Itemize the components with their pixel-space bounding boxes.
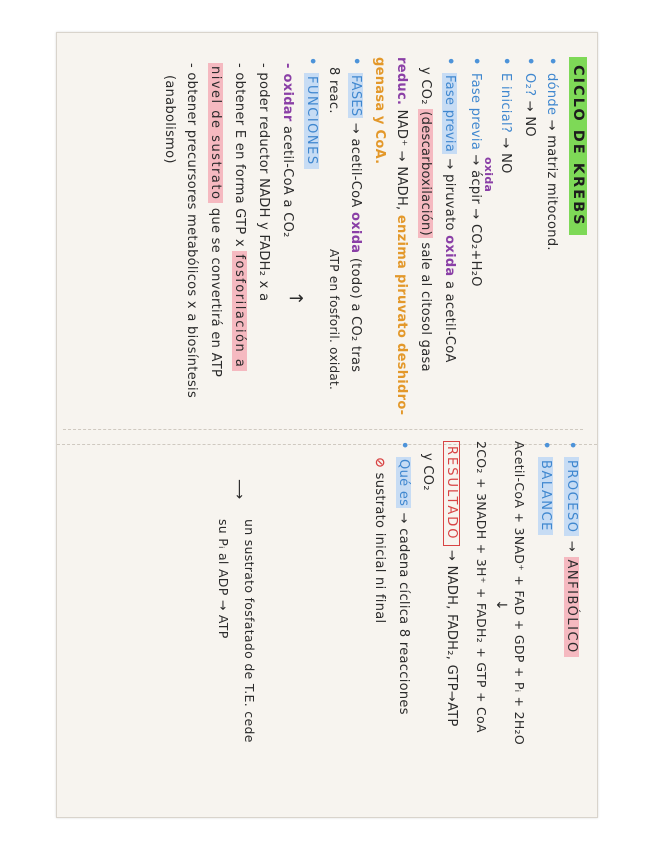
bullet-icon: • xyxy=(538,441,553,450)
finalidad-text: → ácpir → CO₂+H₂O xyxy=(468,154,483,287)
coa-text: y CoA. xyxy=(372,115,387,165)
funciones-line xyxy=(304,57,319,169)
funcion-2: - poder reductor NADH y FADH₂ x a xyxy=(256,63,271,302)
fase-previa-line-3 xyxy=(394,57,409,415)
sustrato-note-1: un sustrato fosfatado de T.E. cede xyxy=(242,519,257,743)
funcion-3 xyxy=(232,63,247,371)
fases-a: → acetil-CoA xyxy=(348,122,363,208)
balance-equation: Acetil-CoA + 3NAD⁺ + FAD + GDP + Pᵢ + 2H₂O xyxy=(512,441,527,745)
nad-text: NAD⁺ → NADH, xyxy=(394,109,409,211)
fases-line-2: 8 reac. xyxy=(326,67,341,114)
no-symbol-icon: ⊘ xyxy=(372,457,387,469)
funcion-1 xyxy=(280,63,295,238)
e-inicial-label: E inicial? xyxy=(498,73,513,134)
finalidad-label: Fase previa xyxy=(468,73,483,151)
proceso-line: • PROCESO → ANFIBÓLICO xyxy=(564,441,579,657)
fase-previa-co2: y CO₂ xyxy=(418,67,433,105)
balance-line xyxy=(538,441,553,535)
funcion-4 xyxy=(208,63,223,377)
funcion-1-text: acetil-CoA a CO₂ xyxy=(280,126,295,238)
genasa-text: genasa xyxy=(372,57,387,112)
funciones-label: FUNCIONES xyxy=(304,73,319,169)
o2-text: → NO xyxy=(522,100,537,137)
bullet-icon: • xyxy=(348,57,363,66)
enzima-text: enzima piruvato deshidro- xyxy=(394,214,409,416)
atp-note: ATP en fosforil. oxidat. xyxy=(327,249,341,391)
donde-text: → matriz mitocond. xyxy=(544,119,559,251)
down-arrow-icon: ↓ xyxy=(493,599,509,612)
column-divider xyxy=(63,429,583,430)
fase-previa-d: sale al citosol gasa xyxy=(418,242,433,372)
notebook-page xyxy=(56,32,598,818)
fase-previa-oxida: oxida xyxy=(442,235,457,277)
fases-label: FASES xyxy=(348,75,363,117)
fase-previa-c: a acetil-CoA xyxy=(442,280,457,363)
fases-c: (todo) a CO₂ tras xyxy=(348,257,363,373)
funcion-3-text: - obtener E en forma GTP x xyxy=(232,63,247,247)
bullet-icon: • xyxy=(304,57,319,66)
funcion-6: (anabolismo) xyxy=(162,75,177,164)
funcion-5: - obtener precursores metabólicos x a biosíntesis xyxy=(184,63,199,399)
proceso-label: PROCESO xyxy=(564,457,579,536)
sustrato-line xyxy=(372,457,387,623)
fases-oxida: oxida xyxy=(348,212,363,254)
e-inicial-text: → NO xyxy=(498,137,513,174)
nivel-sustrato-highlight: nivel de sustrato xyxy=(208,63,223,203)
page-title: CICLO DE KREBS xyxy=(569,57,587,235)
funcion-4-text: que se convertirá en ATP xyxy=(208,207,223,378)
o2-label: O₂? xyxy=(522,73,537,97)
resultado-line xyxy=(444,441,459,727)
oxidar-text: - oxidar xyxy=(280,63,295,122)
resultado-line-2: y CO₂ xyxy=(420,453,435,491)
resultado-label: RESULTADO xyxy=(443,441,460,546)
descarboxilacion-highlight: (descarboxilación) xyxy=(418,111,433,236)
sustrato-note-2: su Pᵢ al ADP → ATP xyxy=(216,519,231,639)
bullet-icon: • xyxy=(564,441,579,450)
donde-line xyxy=(544,57,559,251)
right-arrow-icon: ⟶ xyxy=(231,479,247,500)
que-es-line xyxy=(396,441,411,715)
finalidad-line xyxy=(468,57,483,287)
fase-previa-label: Fase previa xyxy=(442,75,457,153)
reduc-label: reduc. xyxy=(394,57,409,106)
e-inicial-line xyxy=(498,57,513,174)
bullet-icon: • xyxy=(498,57,513,66)
balance-result: 2CO₂ + 3NADH + 3H⁺ + FADH₂ + GTP + CoA xyxy=(474,441,489,733)
bullet-icon: • xyxy=(442,57,457,66)
anfibolico-highlight: ANFIBÓLICO xyxy=(564,557,579,657)
que-es-label: Qué es xyxy=(396,459,411,507)
fosforilacion-highlight: fosforilación a xyxy=(232,251,247,371)
resultado-text: → NADH, FADH₂, GTP→ATP xyxy=(444,549,459,727)
fase-previa-a: → piruvato xyxy=(442,158,457,231)
bullet-icon: • xyxy=(522,57,537,66)
sustrato-text: sustrato inicial ni final xyxy=(372,472,387,624)
o2-line xyxy=(522,57,537,137)
fase-previa-line xyxy=(442,57,457,363)
fase-previa-line-4 xyxy=(372,57,387,164)
rotated-notes xyxy=(58,39,593,809)
balance-label: BALANCE xyxy=(538,457,553,535)
up-arrow-icon: → xyxy=(288,288,305,310)
bullet-icon: • xyxy=(544,57,559,66)
oxida-above: oxida xyxy=(482,157,495,193)
que-es-text: → cadena cíclica 8 reacciones xyxy=(396,512,411,715)
bullet-icon: • xyxy=(468,57,483,66)
donde-label: dónde xyxy=(544,73,559,116)
fases-line xyxy=(348,57,363,372)
fase-previa-line-2 xyxy=(418,67,433,372)
bullet-icon: • xyxy=(396,441,411,450)
